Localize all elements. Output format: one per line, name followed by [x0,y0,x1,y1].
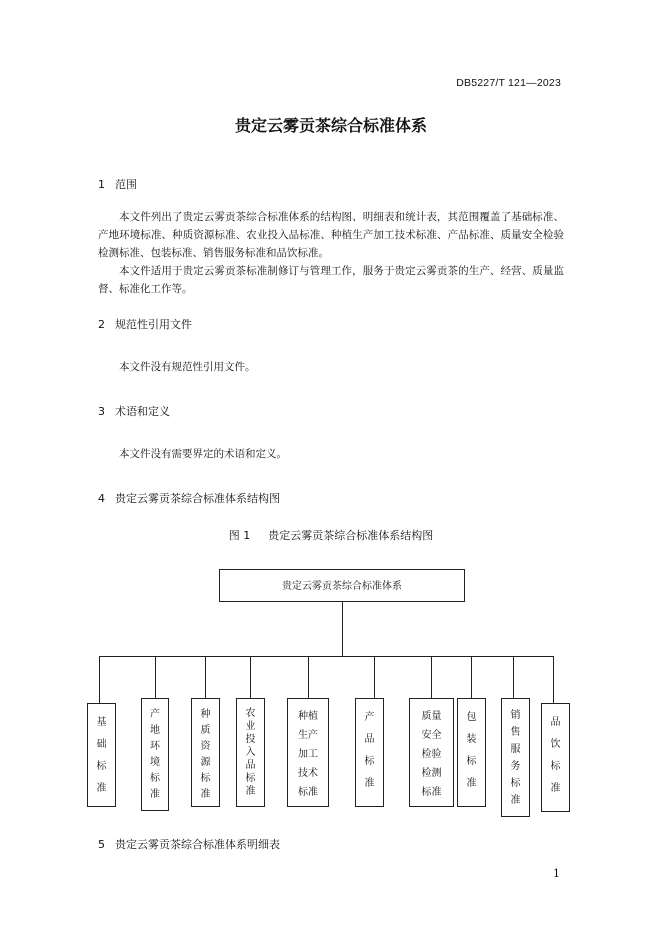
category-label-line: 标 [200,773,211,784]
connector-drop [250,656,251,698]
connector-drop [308,656,309,698]
category-label-line: 标 [245,773,256,784]
category-label-line: 标 [364,756,375,767]
figure-title: 贵定云雾贡茶综合标准体系结构图 [268,529,434,542]
category-label-line: 安全 [421,730,442,741]
category-box [355,698,384,807]
connector-drop [99,656,100,703]
connector-bus [99,656,554,657]
category-box [541,703,570,812]
section-number: 2 [98,318,105,331]
category-label-line: 标准 [421,787,442,798]
category-box [287,698,329,807]
category-label-line: 务 [510,761,521,772]
category-label-line: 标 [96,761,107,772]
connector-drop [431,656,432,698]
category-label-line: 质 [200,725,211,736]
connector-drop [205,656,206,698]
section-title: 贵定云雾贡茶综合标准体系明细表 [115,838,280,851]
category-label-line: 业 [245,721,256,732]
section-title: 贵定云雾贡茶综合标准体系结构图 [115,492,280,505]
category-box [87,703,116,807]
category-label-line: 基 [96,717,107,728]
category-box [409,698,454,807]
category-label-line: 标 [466,756,477,767]
category-label-line: 包 [466,712,477,723]
category-label-line: 准 [200,789,211,800]
category-label-line: 质量 [421,711,442,722]
category-label-line: 销 [510,710,521,721]
category-label-line: 种植 [298,711,318,722]
structure-root-box: 贵定云雾贡茶综合标准体系 [219,569,465,602]
connector-trunk [342,602,343,656]
section-5-heading [98,836,280,852]
category-label-line: 农 [245,708,256,719]
refs-paragraph: 本文件没有规范性引用文件。 [119,361,256,373]
category-label-line: 检测 [421,768,442,779]
category-label-line: 标 [510,778,521,789]
category-box [236,698,265,807]
category-label-line: 加工 [298,749,318,760]
category-label-line: 境 [150,757,160,768]
page-number: 1 [553,867,560,880]
category-label-line: 产 [150,709,160,720]
category-label-line: 源 [200,757,211,768]
category-label-line: 准 [364,778,375,789]
category-label-line: 入 [245,747,256,758]
category-label-line: 标准 [298,787,318,798]
category-label-line: 产 [364,712,375,723]
document-title: 贵定云雾贡茶综合标准体系 [234,116,427,135]
section-number: 1 [98,178,105,191]
scope-paragraph-2: 本文件适用于贵定云雾贡茶标准制修订与管理工作，服务于贵定云雾贡茶的生产、经营、质量监督、标准化工作等。 [98,265,564,295]
category-box [501,698,530,817]
standard-code: DB5227/T 121—2023 [456,77,561,89]
category-label-line: 饮 [550,739,561,750]
category-label-line: 准 [550,783,561,794]
category-box [191,698,220,807]
figure-caption [0,527,662,543]
figure-label: 图 1 [228,529,251,542]
category-label-line: 地 [150,725,160,736]
category-label-line: 标 [550,761,561,772]
category-label-line: 品 [550,717,561,728]
category-box [141,698,169,811]
category-label-line: 生产 [298,730,318,741]
scope-paragraph-1: 本文件列出了贵定云雾贡茶综合标准体系的结构图、明细表和统计表，其范围覆盖了基础标准、产地环境标准、种质资源标准、农业投入品标准、种植生产加工技术标准、产品标准、质量安全检验检测标准、包装标准、销售服务标准和品饮标准。 [98,211,564,259]
section-title: 规范性引用文件 [115,318,192,331]
section-title: 范围 [115,178,137,191]
connector-drop [374,656,375,698]
category-label-line: 标 [150,773,160,784]
category-label-line: 品 [245,760,256,771]
category-label-line: 准 [96,783,107,794]
category-label-line: 环 [150,741,160,752]
section-2-heading [98,316,192,332]
category-label-line: 准 [150,789,160,800]
connector-drop [471,656,472,698]
category-label-line: 准 [466,778,477,789]
category-label-line: 品 [364,734,375,745]
section-number: 5 [98,838,105,851]
category-label-line: 检验 [421,749,442,760]
connector-drop [513,656,514,698]
category-label-line: 资 [200,741,211,752]
category-label-line: 投 [245,734,256,745]
category-label-line: 准 [510,795,521,806]
section-3-heading [98,403,170,419]
connector-drop [553,656,554,703]
category-label-line: 技术 [298,768,318,779]
category-label-line: 售 [510,727,521,738]
connector-drop [155,656,156,698]
category-label-line: 装 [466,734,477,745]
section-4-heading [98,490,280,506]
terms-paragraph: 本文件没有需要界定的术语和定义。 [119,448,287,460]
section-1-heading [98,176,137,192]
category-label-line: 础 [96,739,107,750]
category-box [457,698,486,807]
section-number: 4 [98,492,105,505]
section-number: 3 [98,405,105,418]
category-label-line: 准 [245,786,256,797]
category-label-line: 种 [200,709,211,720]
section-title: 术语和定义 [115,405,170,418]
category-label-line: 服 [510,744,521,755]
